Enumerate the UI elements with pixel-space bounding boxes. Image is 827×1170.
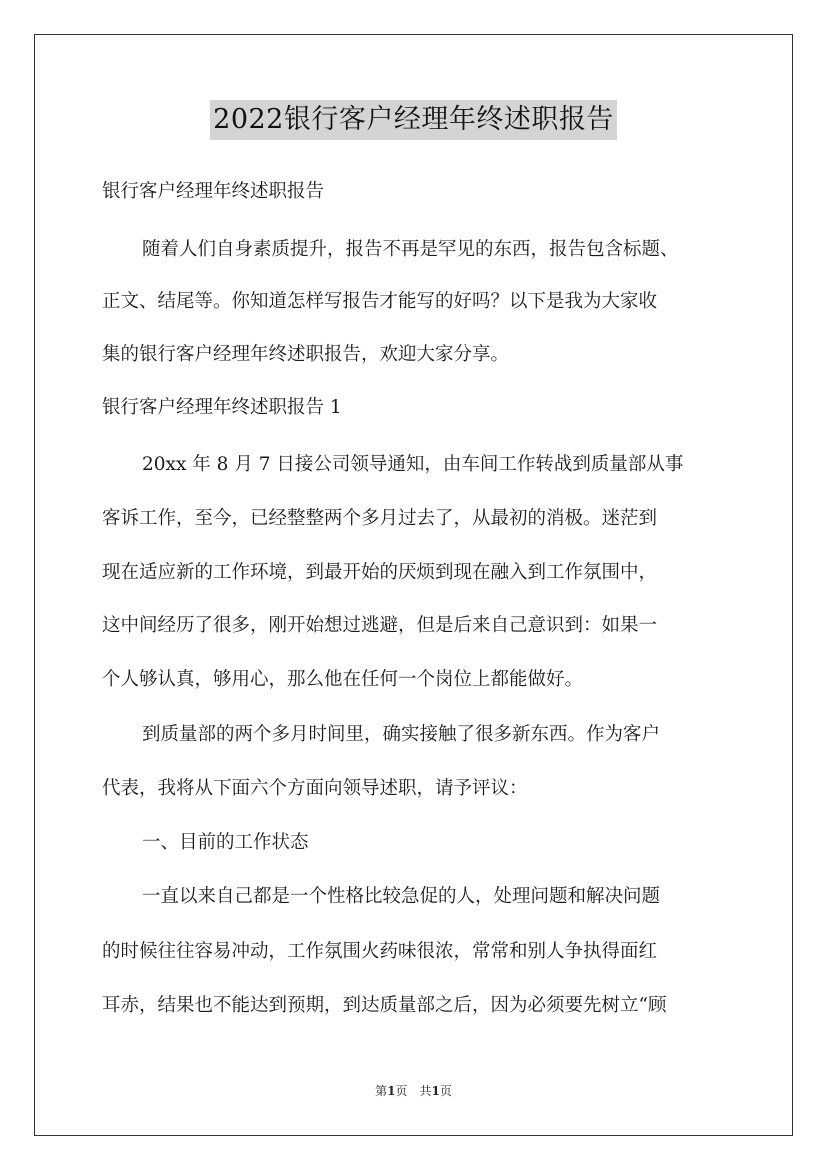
paragraph-line: 现在适应新的工作环境，到最开始的厌烦到现在融入到工作氛围中， bbox=[102, 562, 658, 583]
paragraph-line: 集的银行客户经理年终述职报告，欢迎大家分享。 bbox=[102, 344, 510, 365]
total-pages: 1 bbox=[431, 1084, 440, 1098]
paragraph-line: 个人够认真，够用心，那么他在任何一个岗位上都能做好。 bbox=[102, 669, 584, 690]
paragraph-line: 的时候往往容易冲动，工作氛围火药味很浓，常常和别人争执得面红 bbox=[102, 941, 658, 962]
paragraph-line: 一直以来自己都是一个性格比较急促的人，处理问题和解决问题 bbox=[142, 886, 661, 907]
section-heading: 一、目前的工作状态 bbox=[142, 832, 309, 853]
document-title: 2022银行客户经理年终述职报告 bbox=[210, 100, 617, 140]
paragraph-line: 这中间经历了很多，刚开始想过逃避，但是后来自己意识到：如果一 bbox=[102, 615, 658, 636]
page-footer bbox=[0, 1082, 827, 1099]
paragraph-line: 到质量部的两个多月时间里，确实接触了很多新东西。作为客户 bbox=[142, 724, 661, 745]
paragraph-line: 客诉工作，至今，已经整整两个多月过去了，从最初的消极。迷茫到 bbox=[102, 508, 658, 529]
paragraph-line: 代表，我将从下面六个方面向领导述职，请予评议： bbox=[102, 778, 528, 799]
title-container bbox=[0, 100, 827, 140]
footer-prefix: 第 bbox=[375, 1084, 388, 1098]
paragraph-line: 20xx 年 8 月 7 日接公司领导通知，由车间工作转战到质量部从事 bbox=[142, 454, 684, 475]
paragraph-line: 耳赤，结果也不能达到预期，到达质量部之后，因为必须要先树立“顾 bbox=[102, 995, 667, 1016]
page-number: 1 bbox=[387, 1084, 396, 1098]
paragraph-line: 随着人们自身素质提升，报告不再是罕见的东西，报告包含标题、 bbox=[142, 239, 679, 260]
subtitle-line: 银行客户经理年终述职报告 bbox=[102, 181, 325, 202]
footer-suffix: 页 bbox=[439, 1084, 452, 1098]
footer-middle: 页 共 bbox=[395, 1084, 432, 1098]
paragraph-line: 正文、结尾等。你知道怎样写报告才能写的好吗？以下是我为大家收 bbox=[102, 291, 658, 312]
section-heading: 银行客户经理年终述职报告 1 bbox=[102, 397, 342, 418]
